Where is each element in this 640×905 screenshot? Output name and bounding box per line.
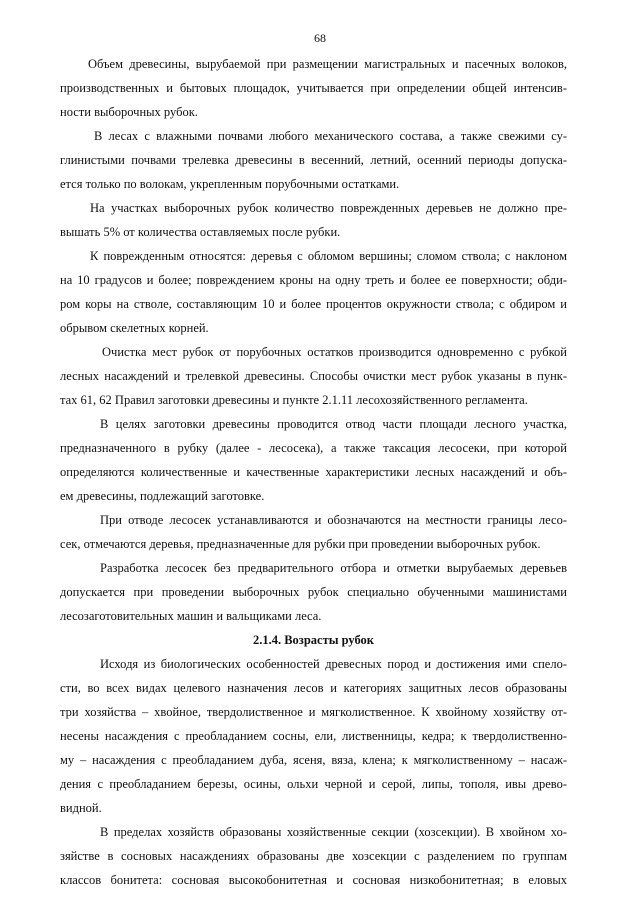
text-line: предназначенного в рубку (далее - лесосека), а также таксация лесосеки, при которой bbox=[60, 441, 567, 455]
text-line: лесных насаждений и трелевкой древесины. Способы очистки мест рубок указаны в пунк- bbox=[60, 369, 567, 383]
text-line: зяйстве в сосновых насаждениях образованы две хозсекции с разделением по группам bbox=[60, 849, 567, 863]
text-line: ем древесины, подлежащий заготовке. bbox=[60, 489, 265, 503]
text-line: Очистка мест рубок от порубочных остатков производится одновременно с рубкой bbox=[102, 345, 567, 359]
section-heading: 2.1.4. Возрасты рубок bbox=[252, 633, 375, 647]
text-line: Объем древесины, вырубаемой при размещении магистральных и пасечных волоков, bbox=[88, 57, 567, 71]
text-line: дения с преобладанием березы, осины, ольхи черной и серой, липы, тополя, ивы древо- bbox=[60, 777, 567, 791]
text-line: На участках выборочных рубок количество поврежденных деревьев не должно пре- bbox=[90, 201, 567, 215]
text-line: три хозяйства – хвойное, твердолиственное и мягколиственное. К хвойному хозяйству от- bbox=[60, 705, 567, 719]
text-line: допускается при проведении выборочных рубок специально обученными машинистами bbox=[60, 585, 567, 599]
text-line: определяются количественные и качественные характеристики лесных насаждений и объ- bbox=[60, 465, 567, 479]
text-line: лесозаготовительных машин и вальщиками леса. bbox=[60, 609, 322, 623]
text-line: классов бонитета: сосновая высокобонитетная и сосновая низкобонитетная; в еловых bbox=[60, 873, 567, 887]
text-line: Исходя из биологических особенностей древесных пород и достижения ими спело- bbox=[100, 657, 567, 671]
text-line: производственных и бытовых площадок, учитывается при определении общей интенсив- bbox=[60, 81, 567, 95]
text-line: му – насаждения с преобладанием дуба, ясеня, вяза, клена; к мягколиственному – насаж- bbox=[60, 753, 567, 767]
text-line: К поврежденным относятся: деревья с обломом вершины; сломом ствола; с наклоном bbox=[90, 249, 567, 263]
text-line: видной. bbox=[60, 801, 102, 815]
text-line: вышать 5% от количества оставляемых после рубки. bbox=[60, 225, 341, 239]
text-line: глинистыми почвами трелевка древесины в весенний, летний, осенний периоды допуска- bbox=[60, 153, 567, 167]
text-line: ром коры на стволе, составляющим 10 и более процентов окружности ствола; с обдиром и bbox=[60, 297, 567, 311]
text-line: тах 61, 62 Правил заготовки древесины и пункте 2.1.11 лесохозяйственного регламента. bbox=[60, 393, 528, 407]
text-line: В пределах хозяйств образованы хозяйственные секции (хозсекции). В хвойном хо- bbox=[100, 825, 567, 839]
text-line: В целях заготовки древесины проводится отвод части площади лесного участка, bbox=[100, 417, 567, 431]
text-line: При отводе лесосек устанавливаются и обозначаются на местности границы лесо- bbox=[100, 513, 567, 527]
text-line: ется только по волокам, укрепленным порубочными остатками. bbox=[60, 177, 400, 191]
text-line: несены насаждения с преобладанием сосны, ели, лиственницы, кедра; к твердолиственно- bbox=[60, 729, 567, 743]
text-line: обрывом скелетных корней. bbox=[60, 321, 209, 335]
text-line: на 10 градусов и более; повреждением кроны на одну треть и более ее поверхности; обди- bbox=[60, 273, 567, 287]
text-line: сти, во всех видах целевого назначения лесов и категориях защитных лесов образованы bbox=[60, 681, 567, 695]
text-line: В лесах с влажными почвами любого механического состава, а также свежими су- bbox=[94, 129, 567, 143]
text-line: Разработка лесосек без предварительного отбора и отметки вырубаемых деревьев bbox=[100, 561, 567, 575]
page-number: 68 bbox=[314, 31, 326, 45]
text-line: ности выборочных рубок. bbox=[60, 105, 198, 119]
text-line: сек, отмечаются деревья, предназначенные для рубки при проведении выборочных рубок. bbox=[60, 537, 541, 551]
